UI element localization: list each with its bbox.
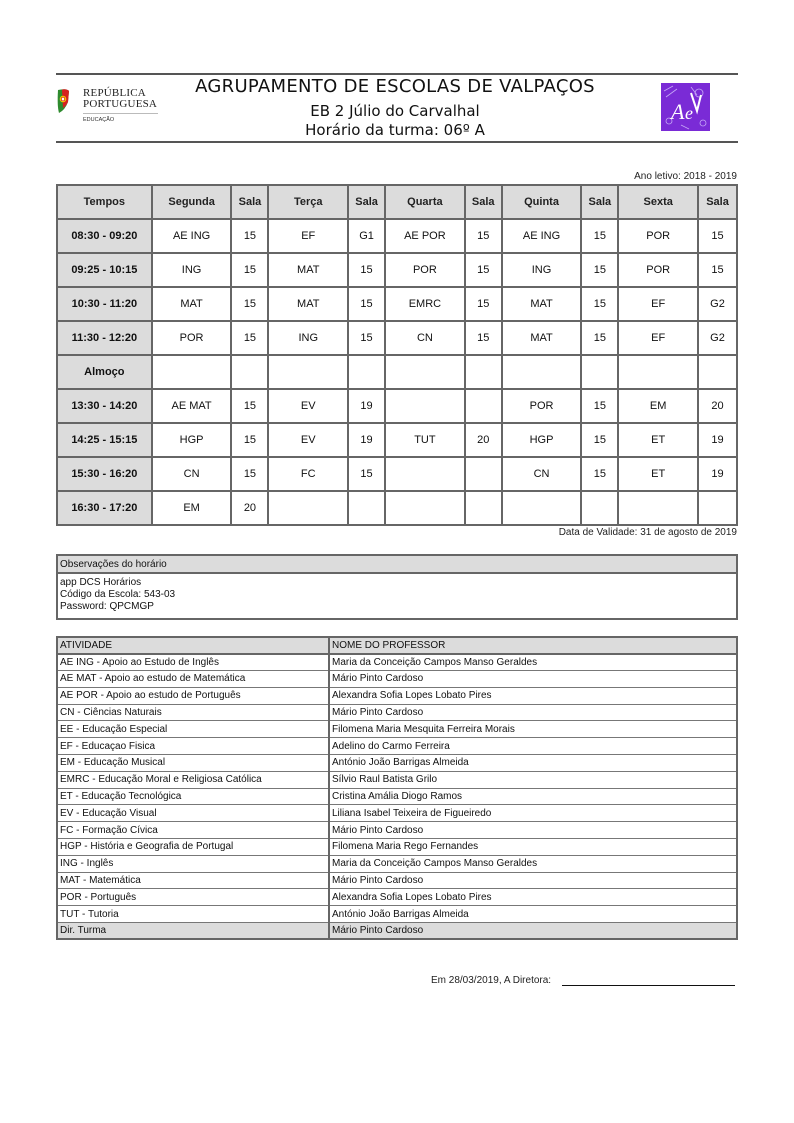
time-slot: 16:30 - 17:20 — [57, 491, 152, 525]
schedule-cell: EMRC — [385, 287, 465, 321]
gov-logo-line2: PORTUGUESA — [83, 98, 158, 110]
schedule-cell — [268, 355, 348, 389]
room-cell — [465, 457, 502, 491]
svg-text:A: A — [671, 99, 685, 124]
room-cell — [698, 355, 737, 389]
observations-box — [56, 554, 738, 620]
schedule-row — [57, 389, 737, 423]
signature-label: Em 28/03/2019, A Diretora: — [431, 975, 552, 986]
col-header-professor: NOME DO PROFESSOR — [329, 637, 737, 654]
col-header-sala: Sala — [465, 185, 502, 219]
teacher-name: António João Barrigas Almeida — [329, 755, 737, 772]
schedule-cell: ET — [618, 423, 698, 457]
room-cell: 15 — [231, 321, 268, 355]
schedule-cell: CN — [385, 321, 465, 355]
schedule-cell: EF — [618, 287, 698, 321]
teacher-name: Mário Pinto Cardoso — [329, 704, 737, 721]
col-header-atividade: ATIVIDADE — [57, 637, 329, 654]
teacher-name: Sílvio Raul Batista Grilo — [329, 771, 737, 788]
room-cell: 15 — [231, 219, 268, 253]
schedule-cell: POR — [385, 253, 465, 287]
activity-name: TUT - Tutoria — [57, 906, 329, 923]
activity-row — [57, 755, 737, 772]
col-header-sala: Sala — [348, 185, 385, 219]
col-header-quarta: Quarta — [385, 185, 465, 219]
room-cell: 19 — [698, 423, 737, 457]
class-label: Horário da turma: 06º A — [305, 121, 485, 139]
schedule-row — [57, 491, 737, 525]
page-title: AGRUPAMENTO DE ESCOLAS DE VALPAÇOS — [195, 76, 595, 97]
activity-name: ING - Inglês — [57, 855, 329, 872]
school-name: EB 2 Júlio do Carvalhal — [310, 102, 480, 120]
schedule-cell: POR — [618, 219, 698, 253]
schedule-cell: ING — [152, 253, 232, 287]
room-cell: 15 — [231, 287, 268, 321]
schedule-cell: ING — [502, 253, 582, 287]
observation-line: Password: QPCMGP — [60, 601, 154, 612]
schedule-row — [57, 219, 737, 253]
ae-school-logo — [661, 83, 710, 131]
schedule-cell — [152, 355, 232, 389]
schedule-cell: POR — [152, 321, 232, 355]
time-slot-lunch: Almoço — [57, 355, 152, 389]
activity-row — [57, 839, 737, 856]
activity-name: AE MAT - Apoio ao estudo de Matemática — [57, 671, 329, 688]
schedule-cell: TUT — [385, 423, 465, 457]
room-cell: 15 — [465, 287, 502, 321]
gov-logo-line3: EDUCAÇÃO — [83, 117, 115, 123]
time-slot: 11:30 - 12:20 — [57, 321, 152, 355]
room-cell: 15 — [348, 287, 385, 321]
portugal-flag-icon — [56, 88, 70, 114]
room-cell — [465, 389, 502, 423]
activity-row — [57, 771, 737, 788]
room-cell: G2 — [698, 287, 737, 321]
room-cell — [581, 355, 618, 389]
activity-name: EV - Educação Visual — [57, 805, 329, 822]
teacher-name: Mário Pinto Cardoso — [329, 872, 737, 889]
header-top-rule — [56, 73, 738, 75]
observations-body — [58, 574, 736, 618]
time-slot: 09:25 - 10:15 — [57, 253, 152, 287]
validity-date: Data de Validade: 31 de agosto de 2019 — [558, 527, 737, 538]
schedule-cell: EV — [268, 423, 348, 457]
teacher-name: Maria da Conceição Campos Manso Geraldes — [329, 855, 737, 872]
schedule-cell: POR — [618, 253, 698, 287]
col-header-sexta: Sexta — [618, 185, 698, 219]
svg-text:e: e — [685, 103, 693, 123]
activity-name: CN - Ciências Naturais — [57, 704, 329, 721]
schedule-cell: MAT — [268, 253, 348, 287]
schedule-cell: EM — [152, 491, 232, 525]
time-slot: 08:30 - 09:20 — [57, 219, 152, 253]
room-cell: 20 — [465, 423, 502, 457]
schedule-cell: HGP — [502, 423, 582, 457]
activity-name: EE - Educação Especial — [57, 721, 329, 738]
schedule-cell: MAT — [268, 287, 348, 321]
schedule-cell: AE ING — [502, 219, 582, 253]
room-cell — [465, 491, 502, 525]
room-cell: 15 — [465, 253, 502, 287]
activity-name: AE POR - Apoio ao estudo de Português — [57, 687, 329, 704]
col-header-terca: Terça — [268, 185, 348, 219]
activity-name: FC - Formação Cívica — [57, 822, 329, 839]
room-cell — [231, 355, 268, 389]
schedule-cell — [502, 491, 582, 525]
time-slot: 15:30 - 16:20 — [57, 457, 152, 491]
teacher-name: António João Barrigas Almeida — [329, 906, 737, 923]
schedule-cell: HGP — [152, 423, 232, 457]
room-cell: 15 — [348, 321, 385, 355]
room-cell: 19 — [348, 423, 385, 457]
time-slot: 14:25 - 15:15 — [57, 423, 152, 457]
observations-title: Observações do horário — [58, 556, 736, 574]
school-year: Ano letivo: 2018 - 2019 — [634, 171, 737, 182]
schedule-cell: EV — [268, 389, 348, 423]
schedule-cell — [502, 355, 582, 389]
room-cell: G1 — [348, 219, 385, 253]
activity-name: POR - Português — [57, 889, 329, 906]
room-cell: 15 — [581, 219, 618, 253]
teacher-name: Filomena Maria Mesquita Ferreira Morais — [329, 721, 737, 738]
room-cell: 15 — [465, 219, 502, 253]
activity-row — [57, 855, 737, 872]
room-cell — [698, 491, 737, 525]
signature-line — [562, 985, 735, 986]
activity-row — [57, 654, 737, 671]
schedule-cell: AE ING — [152, 219, 232, 253]
activity-row — [57, 822, 737, 839]
room-cell: 15 — [231, 389, 268, 423]
room-cell: 19 — [698, 457, 737, 491]
room-cell: 15 — [231, 457, 268, 491]
col-header-sala: Sala — [698, 185, 737, 219]
schedule-row — [57, 321, 737, 355]
teacher-name: Mário Pinto Cardoso — [329, 671, 737, 688]
schedule-cell: POR — [502, 389, 582, 423]
activity-name: EF - Educaçao Fisica — [57, 738, 329, 755]
activity-row — [57, 788, 737, 805]
director-name: Mário Pinto Cardoso — [329, 923, 737, 940]
schedule-header-row — [57, 185, 737, 219]
activity-row — [57, 687, 737, 704]
activity-name: AE ING - Apoio ao Estudo de Inglês — [57, 654, 329, 671]
director-label: Dir. Turma — [57, 923, 329, 940]
room-cell: 15 — [231, 253, 268, 287]
col-header-sala: Sala — [581, 185, 618, 219]
schedule-cell — [618, 355, 698, 389]
room-cell: 15 — [581, 457, 618, 491]
activity-row — [57, 721, 737, 738]
schedule-cell — [385, 491, 465, 525]
schedule-cell: EF — [268, 219, 348, 253]
time-slot: 13:30 - 14:20 — [57, 389, 152, 423]
teacher-name: Filomena Maria Rego Fernandes — [329, 839, 737, 856]
room-cell — [348, 491, 385, 525]
room-cell: 15 — [348, 253, 385, 287]
schedule-cell — [385, 457, 465, 491]
observation-line: app DCS Horários — [60, 577, 142, 588]
schedule-row — [57, 287, 737, 321]
teacher-name: Cristina Amália Diogo Ramos — [329, 788, 737, 805]
schedule-cell: CN — [502, 457, 582, 491]
lunch-row — [57, 355, 737, 389]
ae-logo-icon — [661, 83, 710, 131]
room-cell — [581, 491, 618, 525]
schedule-cell: EF — [618, 321, 698, 355]
schedule-table — [56, 184, 738, 526]
activity-name: MAT - Matemática — [57, 872, 329, 889]
observation-line: Código da Escola: 543-03 — [60, 589, 176, 600]
room-cell: 15 — [465, 321, 502, 355]
activity-row — [57, 872, 737, 889]
schedule-cell: ET — [618, 457, 698, 491]
room-cell: 15 — [581, 287, 618, 321]
schedule-row — [57, 423, 737, 457]
activity-name: ET - Educação Tecnológica — [57, 788, 329, 805]
schedule-cell: AE POR — [385, 219, 465, 253]
col-header-sala: Sala — [231, 185, 268, 219]
room-cell: 19 — [348, 389, 385, 423]
room-cell: 15 — [231, 423, 268, 457]
schedule-cell: MAT — [502, 321, 582, 355]
room-cell: 15 — [581, 253, 618, 287]
activity-name: EMRC - Educação Moral e Religiosa Católica — [57, 771, 329, 788]
room-cell: 15 — [581, 321, 618, 355]
teacher-name: Alexandra Sofia Lopes Lobato Pires — [329, 687, 737, 704]
room-cell: 20 — [231, 491, 268, 525]
schedule-row — [57, 457, 737, 491]
col-header-quinta: Quinta — [502, 185, 582, 219]
col-header-tempos: Tempos — [57, 185, 152, 219]
republica-portuguesa-logo — [56, 86, 166, 128]
teacher-name: Alexandra Sofia Lopes Lobato Pires — [329, 889, 737, 906]
activity-name: EM - Educação Musical — [57, 755, 329, 772]
activity-row — [57, 704, 737, 721]
room-cell: 15 — [348, 457, 385, 491]
activities-table — [56, 636, 738, 940]
time-slot: 10:30 - 11:20 — [57, 287, 152, 321]
schedule-cell: MAT — [502, 287, 582, 321]
room-cell — [348, 355, 385, 389]
room-cell — [465, 355, 502, 389]
activity-row — [57, 889, 737, 906]
header-bottom-rule — [56, 141, 738, 143]
activity-row — [57, 906, 737, 923]
teacher-name: Adelino do Carmo Ferreira — [329, 738, 737, 755]
activity-row — [57, 805, 737, 822]
room-cell: 15 — [581, 423, 618, 457]
schedule-cell: ING — [268, 321, 348, 355]
activity-row — [57, 671, 737, 688]
room-cell: 15 — [698, 253, 737, 287]
teacher-name: Maria da Conceição Campos Manso Geraldes — [329, 654, 737, 671]
activities-header-row — [57, 637, 737, 654]
schedule-cell — [618, 491, 698, 525]
room-cell: 20 — [698, 389, 737, 423]
room-cell: 15 — [698, 219, 737, 253]
schedule-cell: MAT — [152, 287, 232, 321]
schedule-row — [57, 253, 737, 287]
schedule-cell: FC — [268, 457, 348, 491]
activity-name: HGP - História e Geografia de Portugal — [57, 839, 329, 856]
class-director-row — [57, 923, 737, 940]
schedule-cell — [268, 491, 348, 525]
room-cell: G2 — [698, 321, 737, 355]
gov-logo-line1: REPÚBLICA — [83, 87, 146, 99]
schedule-cell — [385, 355, 465, 389]
teacher-name: Mário Pinto Cardoso — [329, 822, 737, 839]
room-cell: 15 — [581, 389, 618, 423]
schedule-cell — [385, 389, 465, 423]
schedule-cell: CN — [152, 457, 232, 491]
schedule-cell: EM — [618, 389, 698, 423]
activity-row — [57, 738, 737, 755]
teacher-name: Liliana Isabel Teixeira de Figueiredo — [329, 805, 737, 822]
col-header-segunda: Segunda — [152, 185, 232, 219]
schedule-cell: AE MAT — [152, 389, 232, 423]
gov-logo-separator — [83, 113, 158, 114]
